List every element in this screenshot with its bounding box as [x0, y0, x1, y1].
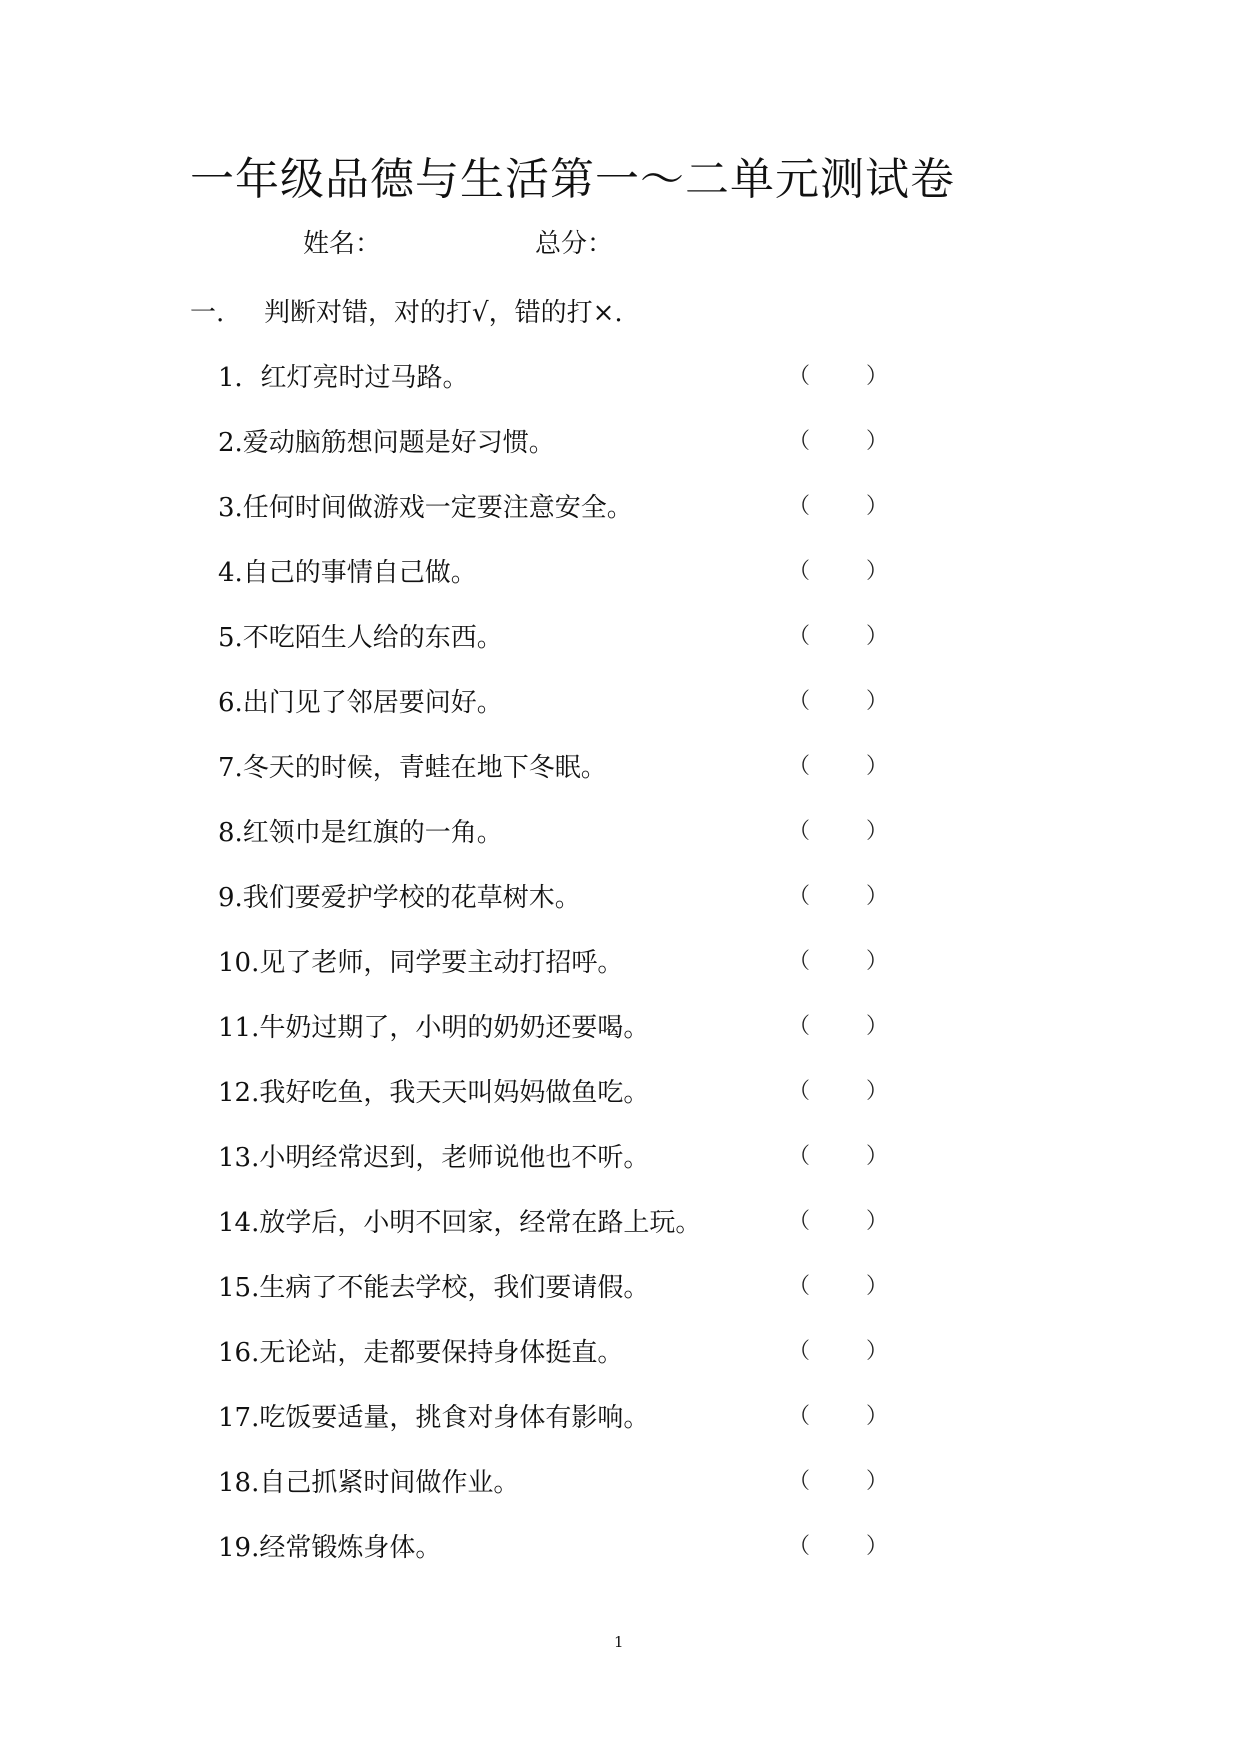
answer-box[interactable]	[788, 622, 888, 654]
open-paren: （	[788, 1274, 811, 1299]
close-paren: ）	[865, 559, 888, 584]
close-paren: ）	[865, 949, 888, 974]
open-paren: （	[788, 884, 811, 909]
close-paren: ）	[865, 1404, 888, 1429]
question-text: 17.吃饭要适量，挑食对身体有影响。	[218, 1403, 650, 1433]
open-paren: （	[788, 949, 811, 974]
question-item	[218, 425, 918, 490]
open-paren: （	[788, 689, 811, 714]
section-number: 一.	[190, 298, 225, 328]
question-text: 12.我好吃鱼，我天天叫妈妈做鱼吃。	[218, 1078, 650, 1108]
question-item	[218, 945, 918, 1010]
answer-box[interactable]	[788, 817, 888, 849]
question-text: 15.生病了不能去学校，我们要请假。	[218, 1273, 650, 1303]
close-paren: ）	[865, 1209, 888, 1234]
section-instruction: 判断对错，对的打√，错的打×.	[264, 298, 623, 328]
question-text: 18.自己抓紧时间做作业。	[218, 1468, 520, 1498]
question-item	[218, 1335, 918, 1400]
answer-box[interactable]	[788, 1272, 888, 1304]
answer-box[interactable]	[788, 687, 888, 719]
question-item	[218, 1140, 918, 1205]
section-heading	[190, 295, 623, 331]
answer-box[interactable]	[788, 1077, 888, 1109]
close-paren: ）	[865, 1274, 888, 1299]
close-paren: ）	[865, 1014, 888, 1039]
question-text: 7.冬天的时候，青蛙在地下冬眠。	[218, 753, 607, 783]
question-item	[218, 1400, 918, 1465]
question-item	[218, 1010, 918, 1075]
close-paren: ）	[865, 884, 888, 909]
answer-box[interactable]	[788, 492, 888, 524]
open-paren: （	[788, 624, 811, 649]
answer-box[interactable]	[788, 1467, 888, 1499]
close-paren: ）	[865, 429, 888, 454]
close-paren: ）	[865, 1079, 888, 1104]
answer-box[interactable]	[788, 882, 888, 914]
close-paren: ）	[865, 624, 888, 649]
question-item	[218, 815, 918, 880]
answer-box[interactable]	[788, 1532, 888, 1564]
total-score-label: 总分：	[535, 229, 614, 259]
question-item	[218, 360, 918, 425]
answer-box[interactable]	[788, 1207, 888, 1239]
close-paren: ）	[865, 1339, 888, 1364]
question-text: 1．红灯亮时过马路。	[218, 363, 469, 393]
question-item	[218, 490, 918, 555]
question-text: 8.红领巾是红旗的一角。	[218, 818, 503, 848]
question-text: 13.小明经常迟到，老师说他也不听。	[218, 1143, 650, 1173]
close-paren: ）	[865, 494, 888, 519]
question-item	[218, 750, 918, 815]
answer-box[interactable]	[788, 1142, 888, 1174]
answer-box[interactable]	[788, 1012, 888, 1044]
open-paren: （	[788, 429, 811, 454]
answer-box[interactable]	[788, 1402, 888, 1434]
question-text: 2.爱动脑筋想问题是好习惯。	[218, 428, 555, 458]
question-list	[218, 360, 918, 1595]
open-paren: （	[788, 1534, 811, 1559]
open-paren: （	[788, 494, 811, 519]
page-number: 1	[614, 1633, 624, 1651]
question-text: 3.任何时间做游戏一定要注意安全。	[218, 493, 633, 523]
question-item	[218, 685, 918, 750]
answer-box[interactable]	[788, 752, 888, 784]
question-text: 14.放学后，小明不回家，经常在路上玩。	[218, 1208, 702, 1238]
question-text: 11.牛奶过期了，小明的奶奶还要喝。	[218, 1013, 650, 1043]
answer-box[interactable]	[788, 362, 888, 394]
open-paren: （	[788, 559, 811, 584]
open-paren: （	[788, 754, 811, 779]
answer-box[interactable]	[788, 1337, 888, 1369]
question-text: 9.我们要爱护学校的花草树木。	[218, 883, 581, 913]
question-text: 16.无论站，走都要保持身体挺直。	[218, 1338, 624, 1368]
close-paren: ）	[865, 1144, 888, 1169]
open-paren: （	[788, 1079, 811, 1104]
close-paren: ）	[865, 819, 888, 844]
name-label: 姓名：	[303, 229, 382, 259]
question-item	[218, 620, 918, 685]
open-paren: （	[788, 1469, 811, 1494]
question-item	[218, 1270, 918, 1335]
answer-box[interactable]	[788, 557, 888, 589]
question-text: 5.不吃陌生人给的东西。	[218, 623, 503, 653]
page-title: 一年级品德与生活第一～二单元测试卷	[190, 154, 955, 205]
close-paren: ）	[865, 1534, 888, 1559]
question-item	[218, 555, 918, 620]
open-paren: （	[788, 1014, 811, 1039]
open-paren: （	[788, 1404, 811, 1429]
open-paren: （	[788, 819, 811, 844]
question-item	[218, 1075, 918, 1140]
close-paren: ）	[865, 1469, 888, 1494]
open-paren: （	[788, 1209, 811, 1234]
open-paren: （	[788, 1144, 811, 1169]
answer-box[interactable]	[788, 427, 888, 459]
question-item	[218, 1465, 918, 1530]
close-paren: ）	[865, 754, 888, 779]
open-paren: （	[788, 1339, 811, 1364]
question-text: 6.出门见了邻居要问好。	[218, 688, 503, 718]
question-text: 19.经常锻炼身体。	[218, 1533, 442, 1563]
question-item	[218, 1530, 918, 1595]
close-paren: ）	[865, 689, 888, 714]
close-paren: ）	[865, 364, 888, 389]
question-text: 10.见了老师，同学要主动打招呼。	[218, 948, 624, 978]
answer-box[interactable]	[788, 947, 888, 979]
question-text: 4.自己的事情自己做。	[218, 558, 477, 588]
open-paren: （	[788, 364, 811, 389]
question-item	[218, 1205, 918, 1270]
question-item	[218, 880, 918, 945]
